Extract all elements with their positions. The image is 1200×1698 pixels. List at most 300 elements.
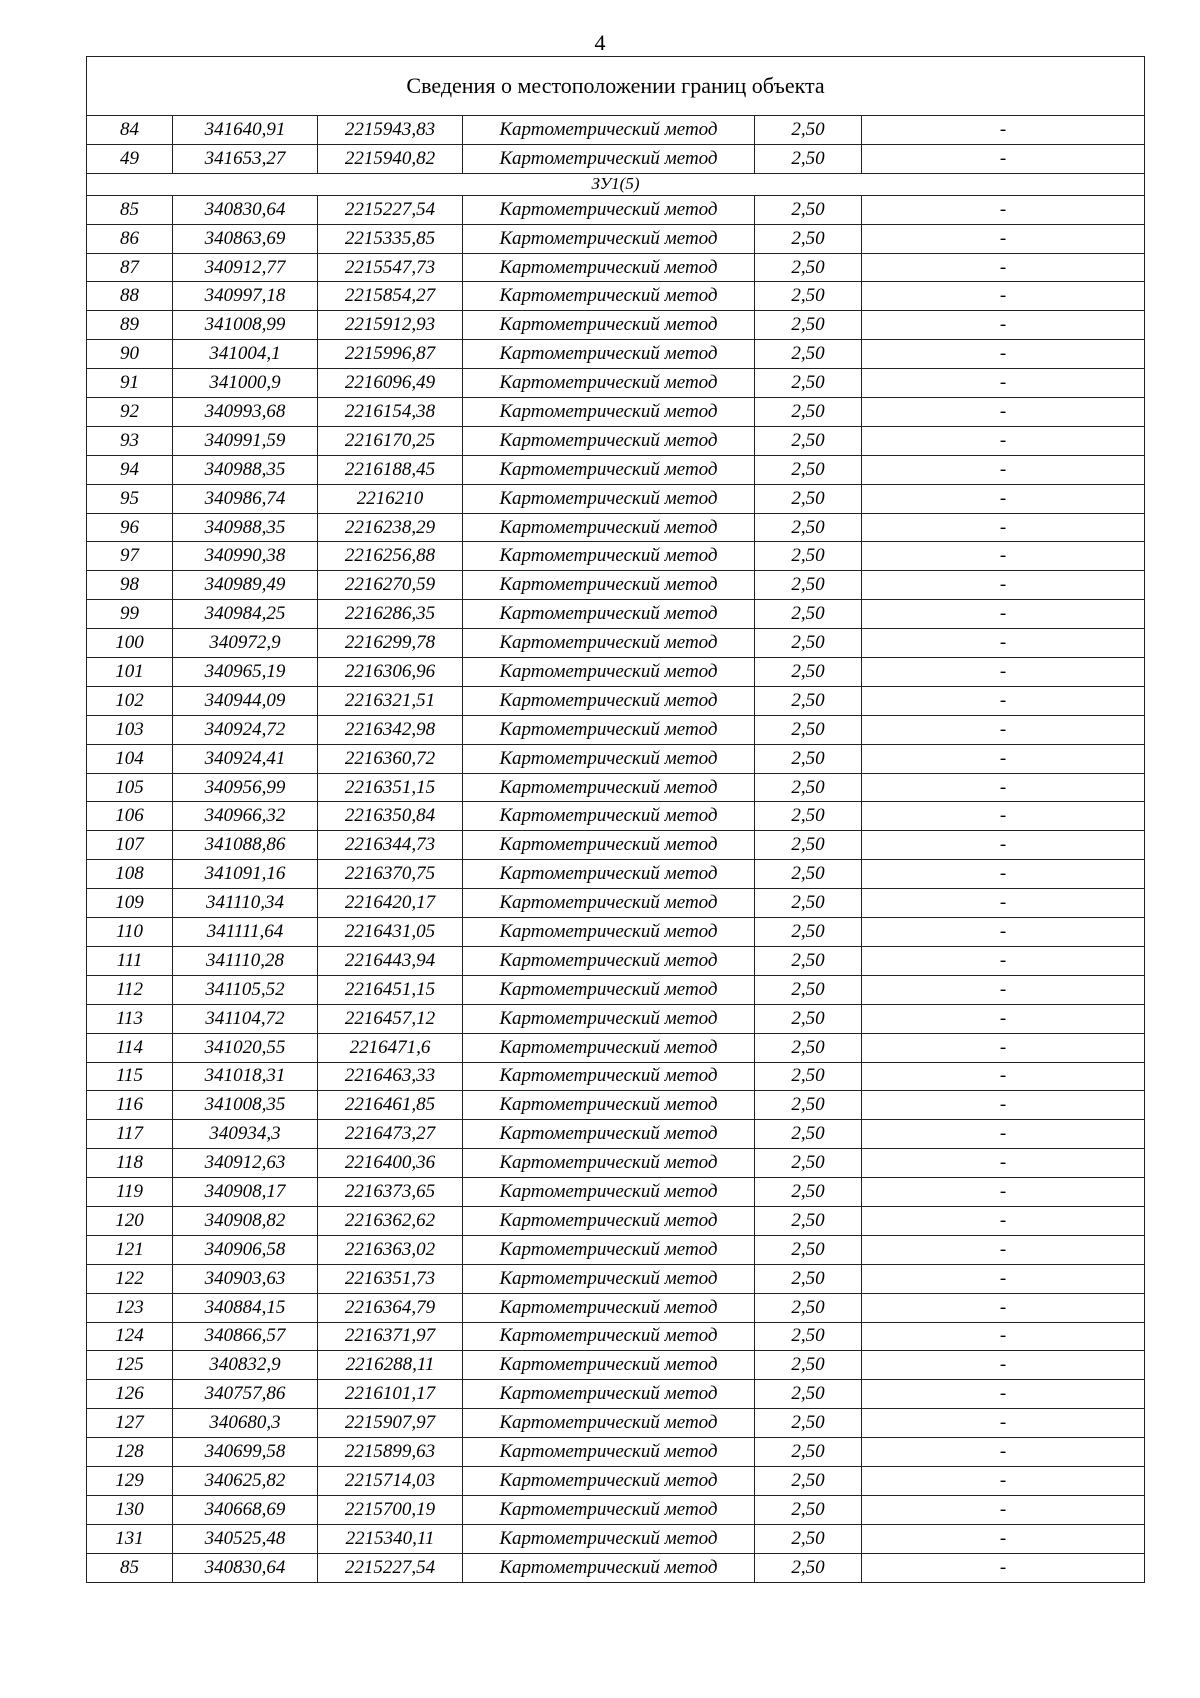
method-cell: Картометрический метод — [463, 946, 755, 975]
point-number-cell: 96 — [87, 513, 173, 542]
description-cell: - — [862, 116, 1145, 145]
coordinate-x-cell: 341008,99 — [173, 311, 318, 340]
description-cell: - — [862, 975, 1145, 1004]
description-cell: - — [862, 224, 1145, 253]
table-row — [87, 1351, 1145, 1380]
coordinate-x-cell: 340986,74 — [173, 484, 318, 513]
accuracy-cell: 2,50 — [755, 282, 862, 311]
accuracy-cell: 2,50 — [755, 116, 862, 145]
coordinate-x-cell: 340830,64 — [173, 1553, 318, 1582]
description-cell: - — [862, 629, 1145, 658]
description-cell: - — [862, 802, 1145, 831]
description-cell: - — [862, 144, 1145, 173]
table-row — [87, 744, 1145, 773]
accuracy-cell: 2,50 — [755, 571, 862, 600]
point-number-cell: 98 — [87, 571, 173, 600]
method-cell: Картометрический метод — [463, 1264, 755, 1293]
description-cell: - — [862, 1409, 1145, 1438]
description-cell: - — [862, 253, 1145, 282]
description-cell: - — [862, 860, 1145, 889]
description-cell: - — [862, 1293, 1145, 1322]
description-cell: - — [862, 889, 1145, 918]
description-cell: - — [862, 1091, 1145, 1120]
coordinate-x-cell: 340906,58 — [173, 1235, 318, 1264]
accuracy-cell: 2,50 — [755, 1322, 862, 1351]
coordinate-x-cell: 341111,64 — [173, 918, 318, 947]
table-row — [87, 1004, 1145, 1033]
table-row — [87, 144, 1145, 173]
accuracy-cell: 2,50 — [755, 946, 862, 975]
description-cell: - — [862, 1004, 1145, 1033]
table-row — [87, 455, 1145, 484]
coordinate-y-cell: 2216342,98 — [318, 715, 463, 744]
point-number-cell: 85 — [87, 195, 173, 224]
coordinate-x-cell: 340866,57 — [173, 1322, 318, 1351]
table-title: Сведения о местоположении границ объекта — [87, 57, 1145, 116]
point-number-cell: 130 — [87, 1495, 173, 1524]
coordinate-x-cell: 340934,3 — [173, 1120, 318, 1149]
description-cell: - — [862, 686, 1145, 715]
accuracy-cell: 2,50 — [755, 1466, 862, 1495]
page-number: 4 — [594, 30, 606, 55]
coordinate-x-cell: 340924,72 — [173, 715, 318, 744]
method-cell: Картометрический метод — [463, 1033, 755, 1062]
accuracy-cell: 2,50 — [755, 831, 862, 860]
point-number-cell: 93 — [87, 426, 173, 455]
method-cell: Картометрический метод — [463, 802, 755, 831]
table-row — [87, 1264, 1145, 1293]
coordinate-x-cell: 341110,34 — [173, 889, 318, 918]
coordinate-y-cell: 2216471,6 — [318, 1033, 463, 1062]
table-row — [87, 1206, 1145, 1235]
point-number-cell: 106 — [87, 802, 173, 831]
description-cell: - — [862, 1495, 1145, 1524]
description-cell: - — [862, 1120, 1145, 1149]
description-cell: - — [862, 369, 1145, 398]
coordinate-x-cell: 340680,3 — [173, 1409, 318, 1438]
method-cell: Картометрический метод — [463, 282, 755, 311]
table-row — [87, 542, 1145, 571]
accuracy-cell: 2,50 — [755, 1380, 862, 1409]
method-cell: Картометрический метод — [463, 1062, 755, 1091]
coordinate-y-cell: 2215899,63 — [318, 1438, 463, 1467]
table-row — [87, 571, 1145, 600]
accuracy-cell: 2,50 — [755, 455, 862, 484]
point-number-cell: 120 — [87, 1206, 173, 1235]
description-cell: - — [862, 773, 1145, 802]
table-row — [87, 1495, 1145, 1524]
table-row — [87, 1120, 1145, 1149]
point-number-cell: 99 — [87, 600, 173, 629]
coordinate-x-cell: 340989,49 — [173, 571, 318, 600]
coordinate-x-cell: 340924,41 — [173, 744, 318, 773]
method-cell: Картометрический метод — [463, 658, 755, 687]
point-number-cell: 103 — [87, 715, 173, 744]
table-row — [87, 773, 1145, 802]
description-cell: - — [862, 1235, 1145, 1264]
accuracy-cell: 2,50 — [755, 918, 862, 947]
coordinate-y-cell: 2216463,33 — [318, 1062, 463, 1091]
coordinate-y-cell: 2216420,17 — [318, 889, 463, 918]
coordinate-x-cell: 340993,68 — [173, 398, 318, 427]
coordinate-y-cell: 2216370,75 — [318, 860, 463, 889]
coordinate-y-cell: 2215854,27 — [318, 282, 463, 311]
accuracy-cell: 2,50 — [755, 1149, 862, 1178]
accuracy-cell: 2,50 — [755, 398, 862, 427]
coordinate-x-cell: 341653,27 — [173, 144, 318, 173]
table-row — [87, 398, 1145, 427]
coordinate-y-cell: 2216096,49 — [318, 369, 463, 398]
method-cell: Картометрический метод — [463, 513, 755, 542]
point-number-cell: 84 — [87, 116, 173, 145]
point-number-cell: 112 — [87, 975, 173, 1004]
point-number-cell: 127 — [87, 1409, 173, 1438]
coordinate-y-cell: 2216360,72 — [318, 744, 463, 773]
coordinate-y-cell: 2216364,79 — [318, 1293, 463, 1322]
coordinate-y-cell: 2216457,12 — [318, 1004, 463, 1033]
table-row — [87, 600, 1145, 629]
coordinate-y-cell: 2216362,62 — [318, 1206, 463, 1235]
accuracy-cell: 2,50 — [755, 889, 862, 918]
point-number-cell: 129 — [87, 1466, 173, 1495]
accuracy-cell: 2,50 — [755, 1438, 862, 1467]
description-cell: - — [862, 282, 1145, 311]
coordinate-x-cell: 340990,38 — [173, 542, 318, 571]
coordinate-y-cell: 2215340,11 — [318, 1524, 463, 1553]
point-number-cell: 126 — [87, 1380, 173, 1409]
coordinate-x-cell: 341105,52 — [173, 975, 318, 1004]
point-number-cell: 109 — [87, 889, 173, 918]
point-number-cell: 119 — [87, 1178, 173, 1207]
coordinate-y-cell: 2216350,84 — [318, 802, 463, 831]
description-cell: - — [862, 513, 1145, 542]
table-row — [87, 1293, 1145, 1322]
method-cell: Картометрический метод — [463, 571, 755, 600]
accuracy-cell: 2,50 — [755, 426, 862, 455]
coordinate-y-cell: 2215940,82 — [318, 144, 463, 173]
coordinate-x-cell: 340966,32 — [173, 802, 318, 831]
coordinate-y-cell: 2216321,51 — [318, 686, 463, 715]
coordinate-x-cell: 341008,35 — [173, 1091, 318, 1120]
coordinate-y-cell: 2215996,87 — [318, 340, 463, 369]
table-title-row — [87, 57, 1145, 116]
table-row — [87, 658, 1145, 687]
point-number-cell: 117 — [87, 1120, 173, 1149]
coordinate-y-cell: 2215907,97 — [318, 1409, 463, 1438]
method-cell: Картометрический метод — [463, 311, 755, 340]
table-row — [87, 946, 1145, 975]
coordinate-x-cell: 341110,28 — [173, 946, 318, 975]
coordinate-x-cell: 341020,55 — [173, 1033, 318, 1062]
point-number-cell: 125 — [87, 1351, 173, 1380]
accuracy-cell: 2,50 — [755, 1178, 862, 1207]
section-label: ЗУ1(5) — [87, 173, 1145, 195]
coordinate-y-cell: 2216170,25 — [318, 426, 463, 455]
coordinate-y-cell: 2216154,38 — [318, 398, 463, 427]
description-cell: - — [862, 715, 1145, 744]
description-cell: - — [862, 1264, 1145, 1293]
method-cell: Картометрический метод — [463, 1293, 755, 1322]
method-cell: Картометрический метод — [463, 686, 755, 715]
table-row — [87, 975, 1145, 1004]
table-row — [87, 1149, 1145, 1178]
accuracy-cell: 2,50 — [755, 715, 862, 744]
method-cell: Картометрический метод — [463, 116, 755, 145]
method-cell: Картометрический метод — [463, 1553, 755, 1582]
point-number-cell: 102 — [87, 686, 173, 715]
method-cell: Картометрический метод — [463, 1524, 755, 1553]
coordinate-y-cell: 2216461,85 — [318, 1091, 463, 1120]
method-cell: Картометрический метод — [463, 1120, 755, 1149]
coordinate-y-cell: 2215943,83 — [318, 116, 463, 145]
method-cell: Картометрический метод — [463, 1206, 755, 1235]
point-number-cell: 118 — [87, 1149, 173, 1178]
method-cell: Картометрический метод — [463, 831, 755, 860]
point-number-cell: 104 — [87, 744, 173, 773]
table-row — [87, 1091, 1145, 1120]
point-number-cell: 124 — [87, 1322, 173, 1351]
coordinate-x-cell: 340988,35 — [173, 455, 318, 484]
accuracy-cell: 2,50 — [755, 744, 862, 773]
coordinate-x-cell: 340912,63 — [173, 1149, 318, 1178]
coordinate-x-cell: 340668,69 — [173, 1495, 318, 1524]
table-row — [87, 1553, 1145, 1582]
coordinate-x-cell: 340908,82 — [173, 1206, 318, 1235]
coordinate-y-cell: 2216351,73 — [318, 1264, 463, 1293]
method-cell: Картометрический метод — [463, 426, 755, 455]
table-row — [87, 369, 1145, 398]
coordinate-x-cell: 341018,31 — [173, 1062, 318, 1091]
boundary-table — [86, 56, 1145, 1583]
coordinate-y-cell: 2215547,73 — [318, 253, 463, 282]
description-cell: - — [862, 1062, 1145, 1091]
table-row — [87, 426, 1145, 455]
table-row — [87, 889, 1145, 918]
method-cell: Картометрический метод — [463, 144, 755, 173]
accuracy-cell: 2,50 — [755, 773, 862, 802]
accuracy-cell: 2,50 — [755, 658, 862, 687]
coordinate-x-cell: 340884,15 — [173, 1293, 318, 1322]
method-cell: Картометрический метод — [463, 715, 755, 744]
accuracy-cell: 2,50 — [755, 1120, 862, 1149]
coordinate-x-cell: 340991,59 — [173, 426, 318, 455]
accuracy-cell: 2,50 — [755, 311, 862, 340]
method-cell: Картометрический метод — [463, 1438, 755, 1467]
accuracy-cell: 2,50 — [755, 860, 862, 889]
coordinate-y-cell: 2216431,05 — [318, 918, 463, 947]
method-cell: Картометрический метод — [463, 340, 755, 369]
coordinate-x-cell: 340972,9 — [173, 629, 318, 658]
description-cell: - — [862, 1178, 1145, 1207]
accuracy-cell: 2,50 — [755, 542, 862, 571]
description-cell: - — [862, 658, 1145, 687]
coordinate-x-cell: 340984,25 — [173, 600, 318, 629]
method-cell: Картометрический метод — [463, 1004, 755, 1033]
description-cell: - — [862, 1033, 1145, 1062]
description-cell: - — [862, 311, 1145, 340]
table-row — [87, 802, 1145, 831]
description-cell: - — [862, 918, 1145, 947]
coordinate-y-cell: 2216210 — [318, 484, 463, 513]
accuracy-cell: 2,50 — [755, 1524, 862, 1553]
point-number-cell: 87 — [87, 253, 173, 282]
coordinate-y-cell: 2215335,85 — [318, 224, 463, 253]
coordinate-y-cell: 2216270,59 — [318, 571, 463, 600]
point-number-cell: 89 — [87, 311, 173, 340]
method-cell: Картометрический метод — [463, 1351, 755, 1380]
accuracy-cell: 2,50 — [755, 1206, 862, 1235]
point-number-cell: 110 — [87, 918, 173, 947]
method-cell: Картометрический метод — [463, 369, 755, 398]
accuracy-cell: 2,50 — [755, 600, 862, 629]
description-cell: - — [862, 1322, 1145, 1351]
table-row — [87, 1033, 1145, 1062]
accuracy-cell: 2,50 — [755, 1235, 862, 1264]
accuracy-cell: 2,50 — [755, 629, 862, 658]
description-cell: - — [862, 340, 1145, 369]
coordinate-x-cell: 341000,9 — [173, 369, 318, 398]
accuracy-cell: 2,50 — [755, 484, 862, 513]
coordinate-y-cell: 2216400,36 — [318, 1149, 463, 1178]
description-cell: - — [862, 600, 1145, 629]
accuracy-cell: 2,50 — [755, 513, 862, 542]
point-number-cell: 97 — [87, 542, 173, 571]
coordinate-y-cell: 2216363,02 — [318, 1235, 463, 1264]
coordinate-y-cell: 2216344,73 — [318, 831, 463, 860]
description-cell: - — [862, 831, 1145, 860]
method-cell: Картометрический метод — [463, 398, 755, 427]
coordinate-y-cell: 2216371,97 — [318, 1322, 463, 1351]
coordinate-x-cell: 340997,18 — [173, 282, 318, 311]
point-number-cell: 90 — [87, 340, 173, 369]
point-number-cell: 49 — [87, 144, 173, 173]
coordinate-x-cell: 340965,19 — [173, 658, 318, 687]
coordinate-y-cell: 2216373,65 — [318, 1178, 463, 1207]
coordinate-y-cell: 2215700,19 — [318, 1495, 463, 1524]
coordinate-x-cell: 341640,91 — [173, 116, 318, 145]
table-row — [87, 1178, 1145, 1207]
point-number-cell: 113 — [87, 1004, 173, 1033]
coordinate-x-cell: 340757,86 — [173, 1380, 318, 1409]
method-cell: Картометрический метод — [463, 1409, 755, 1438]
table-row — [87, 1380, 1145, 1409]
point-number-cell: 91 — [87, 369, 173, 398]
description-cell: - — [862, 744, 1145, 773]
accuracy-cell: 2,50 — [755, 1553, 862, 1582]
table-row — [87, 1322, 1145, 1351]
coordinate-x-cell: 340908,17 — [173, 1178, 318, 1207]
table-row — [87, 1409, 1145, 1438]
table-row — [87, 1438, 1145, 1467]
accuracy-cell: 2,50 — [755, 1409, 862, 1438]
point-number-cell: 85 — [87, 1553, 173, 1582]
accuracy-cell: 2,50 — [755, 1033, 862, 1062]
coordinate-x-cell: 340830,64 — [173, 195, 318, 224]
method-cell: Картометрический метод — [463, 542, 755, 571]
accuracy-cell: 2,50 — [755, 802, 862, 831]
table-row — [87, 311, 1145, 340]
description-cell: - — [862, 195, 1145, 224]
method-cell: Картометрический метод — [463, 1466, 755, 1495]
method-cell: Картометрический метод — [463, 773, 755, 802]
method-cell: Картометрический метод — [463, 1178, 755, 1207]
coordinate-x-cell: 340956,99 — [173, 773, 318, 802]
method-cell: Картометрический метод — [463, 1322, 755, 1351]
coordinate-y-cell: 2216288,11 — [318, 1351, 463, 1380]
accuracy-cell: 2,50 — [755, 340, 862, 369]
coordinate-y-cell: 2216101,17 — [318, 1380, 463, 1409]
accuracy-cell: 2,50 — [755, 1495, 862, 1524]
accuracy-cell: 2,50 — [755, 975, 862, 1004]
accuracy-cell: 2,50 — [755, 686, 862, 715]
table-row — [87, 484, 1145, 513]
point-number-cell: 115 — [87, 1062, 173, 1091]
coordinate-x-cell: 341088,86 — [173, 831, 318, 860]
coordinate-x-cell: 341091,16 — [173, 860, 318, 889]
description-cell: - — [862, 455, 1145, 484]
table-row — [87, 629, 1145, 658]
coordinate-y-cell: 2216286,35 — [318, 600, 463, 629]
method-cell: Картометрический метод — [463, 1380, 755, 1409]
description-cell: - — [862, 542, 1145, 571]
accuracy-cell: 2,50 — [755, 195, 862, 224]
method-cell: Картометрический метод — [463, 455, 755, 484]
point-number-cell: 121 — [87, 1235, 173, 1264]
coordinate-x-cell: 341004,1 — [173, 340, 318, 369]
table-row — [87, 253, 1145, 282]
point-number-cell: 92 — [87, 398, 173, 427]
coordinate-x-cell: 341104,72 — [173, 1004, 318, 1033]
coordinate-y-cell: 2215714,03 — [318, 1466, 463, 1495]
method-cell: Картометрический метод — [463, 484, 755, 513]
table-row — [87, 1235, 1145, 1264]
point-number-cell: 86 — [87, 224, 173, 253]
table-row — [87, 513, 1145, 542]
coordinate-x-cell: 340863,69 — [173, 224, 318, 253]
coordinate-y-cell: 2216188,45 — [318, 455, 463, 484]
point-number-cell: 122 — [87, 1264, 173, 1293]
method-cell: Картометрический метод — [463, 1149, 755, 1178]
table-row — [87, 1062, 1145, 1091]
table-row — [87, 918, 1145, 947]
point-number-cell: 131 — [87, 1524, 173, 1553]
point-number-cell: 107 — [87, 831, 173, 860]
description-cell: - — [862, 1524, 1145, 1553]
description-cell: - — [862, 1553, 1145, 1582]
coordinate-x-cell: 340525,48 — [173, 1524, 318, 1553]
description-cell: - — [862, 571, 1145, 600]
coordinate-x-cell: 340944,09 — [173, 686, 318, 715]
accuracy-cell: 2,50 — [755, 369, 862, 398]
method-cell: Картометрический метод — [463, 1235, 755, 1264]
coordinate-x-cell: 340625,82 — [173, 1466, 318, 1495]
table-row — [87, 282, 1145, 311]
coordinate-y-cell: 2215912,93 — [318, 311, 463, 340]
table-row — [87, 116, 1145, 145]
table-row — [87, 686, 1145, 715]
description-cell: - — [862, 946, 1145, 975]
table-row — [87, 340, 1145, 369]
point-number-cell: 88 — [87, 282, 173, 311]
table-row — [87, 1466, 1145, 1495]
description-cell: - — [862, 1438, 1145, 1467]
point-number-cell: 123 — [87, 1293, 173, 1322]
table-row — [87, 1524, 1145, 1553]
coordinate-y-cell: 2215227,54 — [318, 195, 463, 224]
point-number-cell: 128 — [87, 1438, 173, 1467]
coordinate-x-cell: 340832,9 — [173, 1351, 318, 1380]
coordinate-x-cell: 340699,58 — [173, 1438, 318, 1467]
